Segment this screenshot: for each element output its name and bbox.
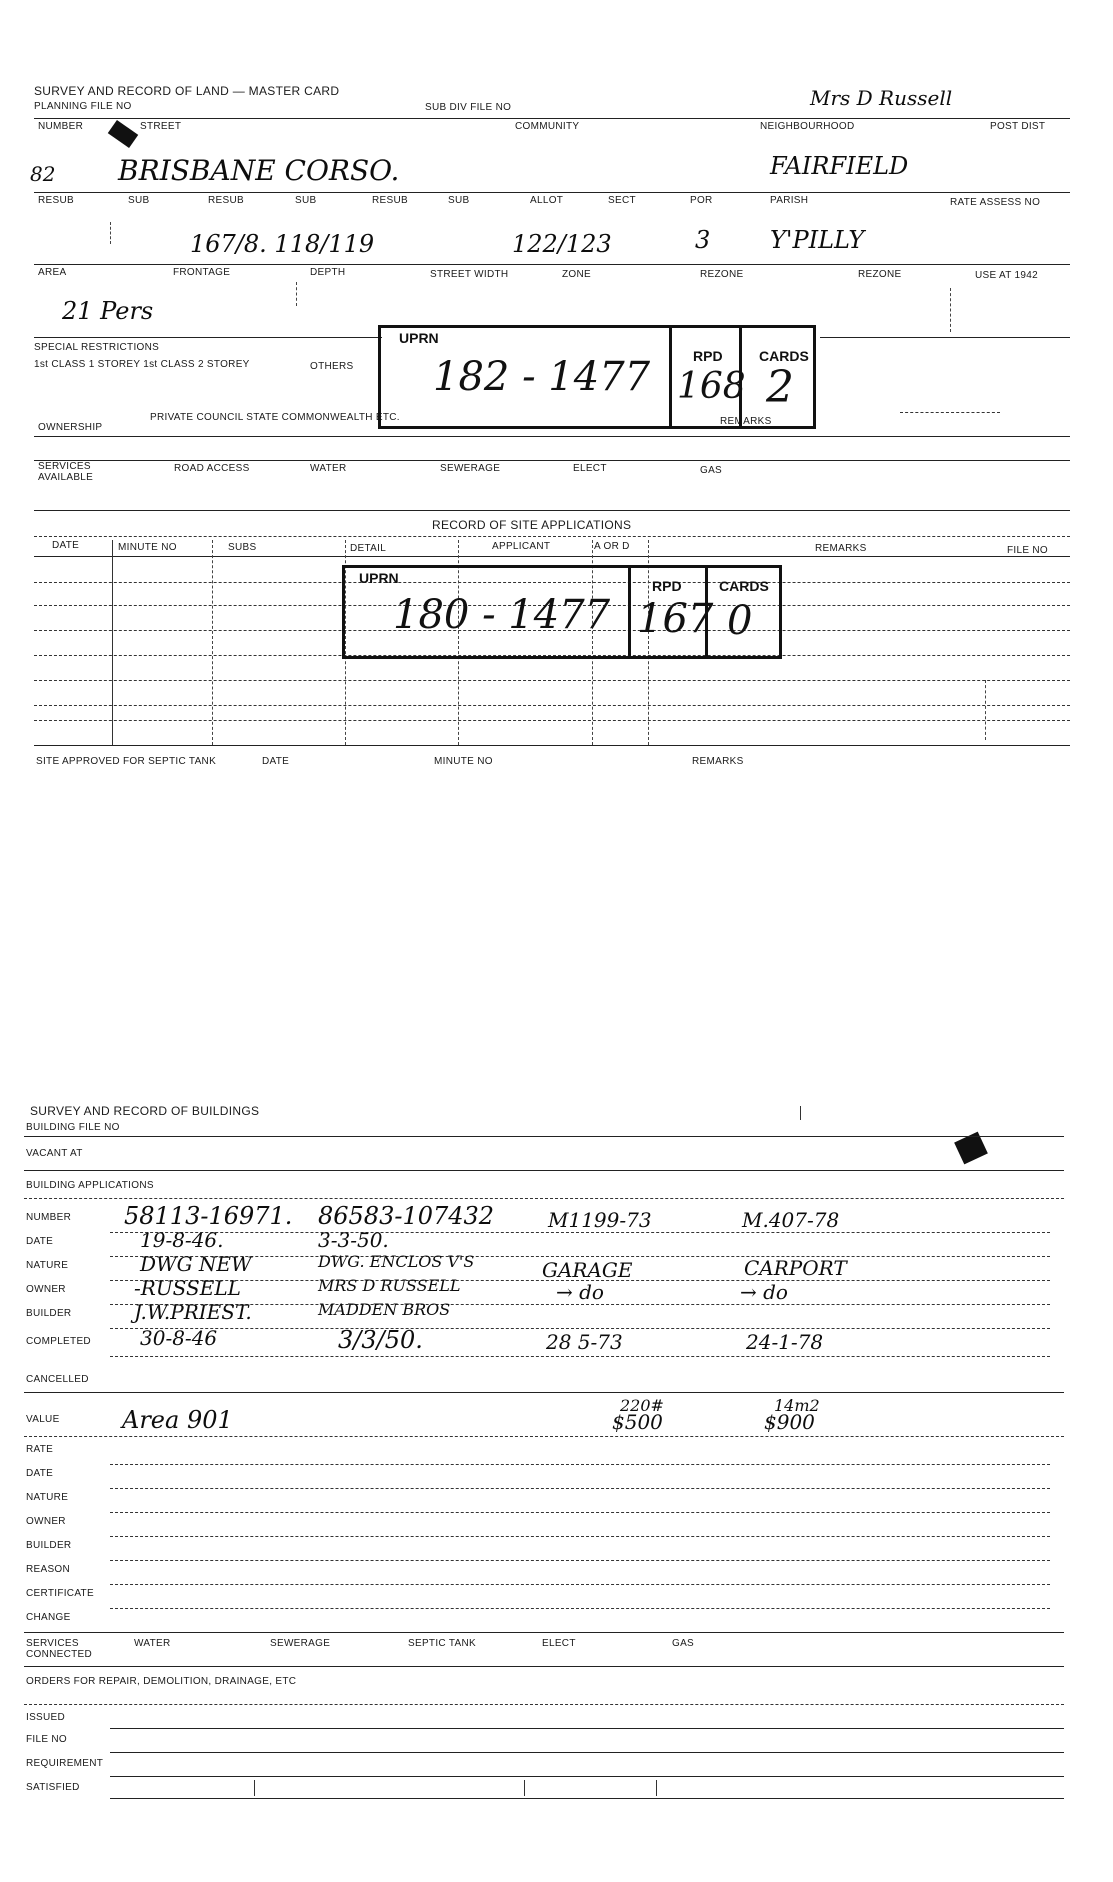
app2-builder: MADDEN BROS (318, 1300, 451, 1319)
row-label-nature: NATURE (26, 1260, 69, 1271)
row-label-owner: OWNER (26, 1284, 66, 1295)
order-row-file-no: FILE NO (26, 1734, 67, 1745)
stamp-divider (739, 328, 742, 426)
service-conn-elect: ELECT (542, 1638, 576, 1649)
app2-number: 86583-107432 (318, 1202, 495, 1230)
building-applications-label: BUILDING APPLICATIONS (26, 1180, 154, 1191)
app4-number: M.407-78 (742, 1208, 840, 1232)
row-label-number: NUMBER (26, 1212, 72, 1223)
header-number: NUMBER (38, 121, 84, 132)
tick (950, 288, 951, 332)
header-street-width: STREET WIDTH (430, 269, 509, 280)
uprn-label: UPRN (359, 570, 399, 586)
rule (24, 1198, 1064, 1199)
header-area: AREA (38, 267, 67, 278)
app2-completed: 3/3/50. (338, 1326, 423, 1354)
header-frontage: FRONTAGE (173, 267, 231, 278)
app2-date: 3-3-50. (318, 1228, 389, 1252)
rule (34, 460, 1070, 461)
app3-nature: GARAGE (542, 1258, 633, 1282)
app1-number: 58113-16971. (124, 1202, 293, 1230)
header-post-dist: POST DIST (990, 121, 1046, 132)
lower-row-certificate: CERTIFICATE (26, 1588, 94, 1599)
site-header-a-or-d: A OR D (594, 541, 630, 552)
site-header-remarks: REMARKS (815, 543, 867, 554)
header-allot: ALLOT (530, 195, 564, 206)
area-value: 21 Pers (62, 297, 154, 325)
sub-div-file-label: SUB DIV FILE NO (425, 102, 512, 113)
vacant-label: VACANT AT (26, 1148, 83, 1159)
lower-row-rate: RATE (26, 1444, 54, 1455)
app1-nature: DWG NEW (140, 1252, 252, 1276)
lower-row-date: DATE (26, 1468, 54, 1479)
rule (34, 337, 382, 338)
header-resub-3: RESUB (372, 195, 408, 206)
header-parish: PARISH (770, 195, 809, 206)
rpd-value: 167 (637, 596, 714, 642)
site-header-file-no: FILE NO (1007, 545, 1048, 556)
rule (110, 1752, 1064, 1753)
service-sewerage: SEWERAGE (440, 463, 501, 474)
app3-number: M1199-73 (548, 1208, 652, 1232)
rule (34, 556, 1070, 557)
rule (110, 1328, 1050, 1329)
street-value: BRISBANE CORSO. (118, 154, 400, 187)
site-header-detail: DETAIL (350, 543, 387, 554)
rule (24, 1704, 1064, 1705)
tick (656, 1780, 657, 1796)
rpd-value: 168 (677, 366, 746, 407)
app2-nature: DWG. ENCLOS V'S (318, 1252, 475, 1271)
rule (34, 510, 1070, 511)
header-resub-2: RESUB (208, 195, 244, 206)
header-resub-1: RESUB (38, 195, 74, 206)
rpd-label: RPD (652, 578, 682, 594)
service-water: WATER (310, 463, 347, 474)
service-conn-water: WATER (134, 1638, 171, 1649)
tick (110, 222, 111, 244)
por-value: 3 (695, 226, 711, 254)
rule (24, 1136, 1064, 1137)
order-row-satisfied: SATISFIED (26, 1782, 80, 1793)
building-file-label: BUILDING FILE NO (26, 1122, 120, 1133)
app4-nature: CARPORT (744, 1256, 847, 1280)
stamp-divider (705, 568, 708, 656)
rule (110, 1798, 1064, 1799)
column-rule (112, 540, 113, 745)
cards-label: CARDS (759, 348, 809, 364)
rule (34, 192, 1070, 193)
parish-value: Y'PILLY (770, 226, 865, 254)
tick (800, 1106, 801, 1120)
header-sub-3: SUB (448, 195, 470, 206)
uprn-stamp-1 (378, 325, 816, 429)
rule (34, 118, 1070, 119)
value-col1: Area 901 (122, 1406, 233, 1434)
lower-row-builder: BUILDER (26, 1540, 72, 1551)
rule (34, 536, 1070, 537)
rule (110, 1584, 1050, 1585)
rule (110, 1356, 1050, 1357)
service-conn-gas: GAS (672, 1638, 695, 1649)
rpd-label: RPD (693, 348, 723, 364)
header-rezone-1: REZONE (700, 269, 744, 280)
uprn-value: 180 - 1477 (393, 592, 611, 638)
header-depth: DEPTH (310, 267, 346, 278)
value-col4: $900 (764, 1410, 815, 1434)
services-connected-label: SERVICES CONNECTED (26, 1638, 93, 1660)
lower-row-owner: OWNER (26, 1516, 66, 1527)
rule (110, 1536, 1050, 1537)
ownership-options: PRIVATE COUNCIL STATE COMMONWEALTH ETC. (150, 412, 400, 423)
septic-site-label: SITE APPROVED FOR SEPTIC TANK (36, 756, 217, 767)
rule (110, 1728, 1064, 1729)
service-conn-septic: SEPTIC TANK (408, 1638, 476, 1649)
number-value: 82 (30, 162, 56, 186)
neighbourhood-value: FAIRFIELD (770, 152, 909, 180)
uprn-stamp-2 (342, 565, 782, 659)
stamp-divider (628, 568, 631, 656)
uprn-value: 182 - 1477 (433, 354, 651, 400)
column-rule (212, 540, 213, 745)
uprn-label: UPRN (399, 330, 439, 346)
header-rezone-2: REZONE (858, 269, 902, 280)
value-col4-top: 14m2 (774, 1396, 820, 1415)
ink-blot (108, 120, 138, 148)
special-restrictions-label: SPECIAL RESTRICTIONS (34, 342, 160, 353)
orders-label: ORDERS FOR REPAIR, DEMOLITION, DRAINAGE, ETC (26, 1676, 297, 1687)
rule (24, 1436, 1064, 1437)
ownership-label: OWNERSHIP (38, 422, 103, 433)
tick (254, 1780, 255, 1796)
cards-value: 0 (727, 598, 753, 644)
value-label: VALUE (26, 1414, 60, 1425)
app2-owner: MRS D RUSSELL (318, 1276, 461, 1295)
rule (110, 1560, 1050, 1561)
others-label: OTHERS (310, 361, 354, 372)
tick (524, 1780, 525, 1796)
header-sub-2: SUB (295, 195, 317, 206)
rule (110, 1232, 1050, 1233)
frontage-depth-value: 167/8. 118/119 (190, 230, 375, 258)
lower-row-nature: NATURE (26, 1492, 69, 1503)
rule (110, 1488, 1050, 1489)
app1-builder: J.W.PRIEST. (134, 1300, 252, 1324)
class-label: 1st CLASS 1 STOREY 1st CLASS 2 STOREY (34, 359, 250, 370)
rule (110, 1608, 1050, 1609)
row-label-completed: COMPLETED (26, 1336, 91, 1347)
service-elect: ELECT (573, 463, 607, 474)
buildings-title: SURVEY AND RECORD OF BUILDINGS (30, 1104, 260, 1118)
row-label-builder: BUILDER (26, 1308, 72, 1319)
planning-file-label: PLANNING FILE NO (34, 101, 132, 112)
service-conn-sewerage: SEWERAGE (270, 1638, 331, 1649)
lower-row-change: CHANGE (26, 1612, 71, 1623)
header-sub-1: SUB (128, 195, 150, 206)
header-street: STREET (140, 121, 182, 132)
rule (34, 264, 1070, 265)
owner-handwritten: Mrs D Russell (810, 86, 953, 110)
tick (296, 282, 297, 306)
lower-row-reason: REASON (26, 1564, 71, 1575)
service-gas: GAS (700, 465, 723, 476)
header-community: COMMUNITY (515, 121, 580, 132)
stamp-divider (669, 328, 672, 426)
rule (24, 1632, 1064, 1633)
order-row-issued: ISSUED (26, 1712, 66, 1723)
header-sect: SECT (608, 195, 636, 206)
app1-completed: 30-8-46 (140, 1326, 218, 1350)
header-use-at: USE AT 1942 (975, 270, 1038, 281)
rule (24, 1392, 1064, 1393)
app3-completed: 28 5-73 (546, 1330, 623, 1354)
order-row-requirement: REQUIREMENT (26, 1758, 104, 1769)
rule (110, 1464, 1050, 1465)
app1-date: 19-8-46. (140, 1228, 224, 1252)
rule (900, 412, 1000, 413)
cards-value: 2 (766, 362, 794, 413)
header-zone: ZONE (562, 269, 591, 280)
rule (24, 1666, 1064, 1667)
septic-minute-label: MINUTE NO (434, 756, 493, 767)
service-road-access: ROAD ACCESS (174, 463, 250, 474)
app3-owner: → do (556, 1280, 604, 1304)
site-header-date: DATE (52, 540, 80, 551)
rule (34, 720, 1070, 721)
header-rate-assess: RATE ASSESS NO (950, 197, 1041, 208)
header-neighbourhood: NEIGHBOURHOOD (760, 121, 855, 132)
rule (34, 436, 1070, 437)
rule (24, 1170, 1064, 1171)
rule (34, 745, 1070, 746)
rule (110, 1512, 1050, 1513)
site-header-subs: SUBS (228, 542, 257, 553)
septic-date-label: DATE (262, 756, 290, 767)
street-width-zone-value: 122/123 (512, 230, 612, 258)
site-header-minute: MINUTE NO (118, 542, 177, 553)
services-available-label: SERVICES AVAILABLE (38, 461, 94, 483)
rule (110, 1776, 1064, 1777)
site-header-applicant: APPLICANT (492, 541, 551, 552)
rule (34, 680, 1070, 681)
rule (820, 337, 1070, 338)
row-label-date: DATE (26, 1236, 54, 1247)
value-col3: $500 (612, 1410, 663, 1434)
site-applications-title: RECORD OF SITE APPLICATIONS (432, 518, 632, 532)
app1-owner: -RUSSELL (134, 1276, 241, 1300)
rule (34, 705, 1070, 706)
app4-owner: → do (740, 1280, 788, 1304)
app4-completed: 24-1-78 (746, 1330, 824, 1354)
column-rule (985, 680, 986, 740)
value-col3-top: 220# (620, 1396, 664, 1415)
remarks-label: REMARKS (720, 416, 772, 427)
cards-label: CARDS (719, 578, 769, 594)
header-por: POR (690, 195, 713, 206)
septic-remarks-label: REMARKS (692, 756, 744, 767)
row-label-cancelled: CANCELLED (26, 1374, 89, 1385)
land-card-title: SURVEY AND RECORD OF LAND — MASTER CARD (34, 84, 340, 98)
